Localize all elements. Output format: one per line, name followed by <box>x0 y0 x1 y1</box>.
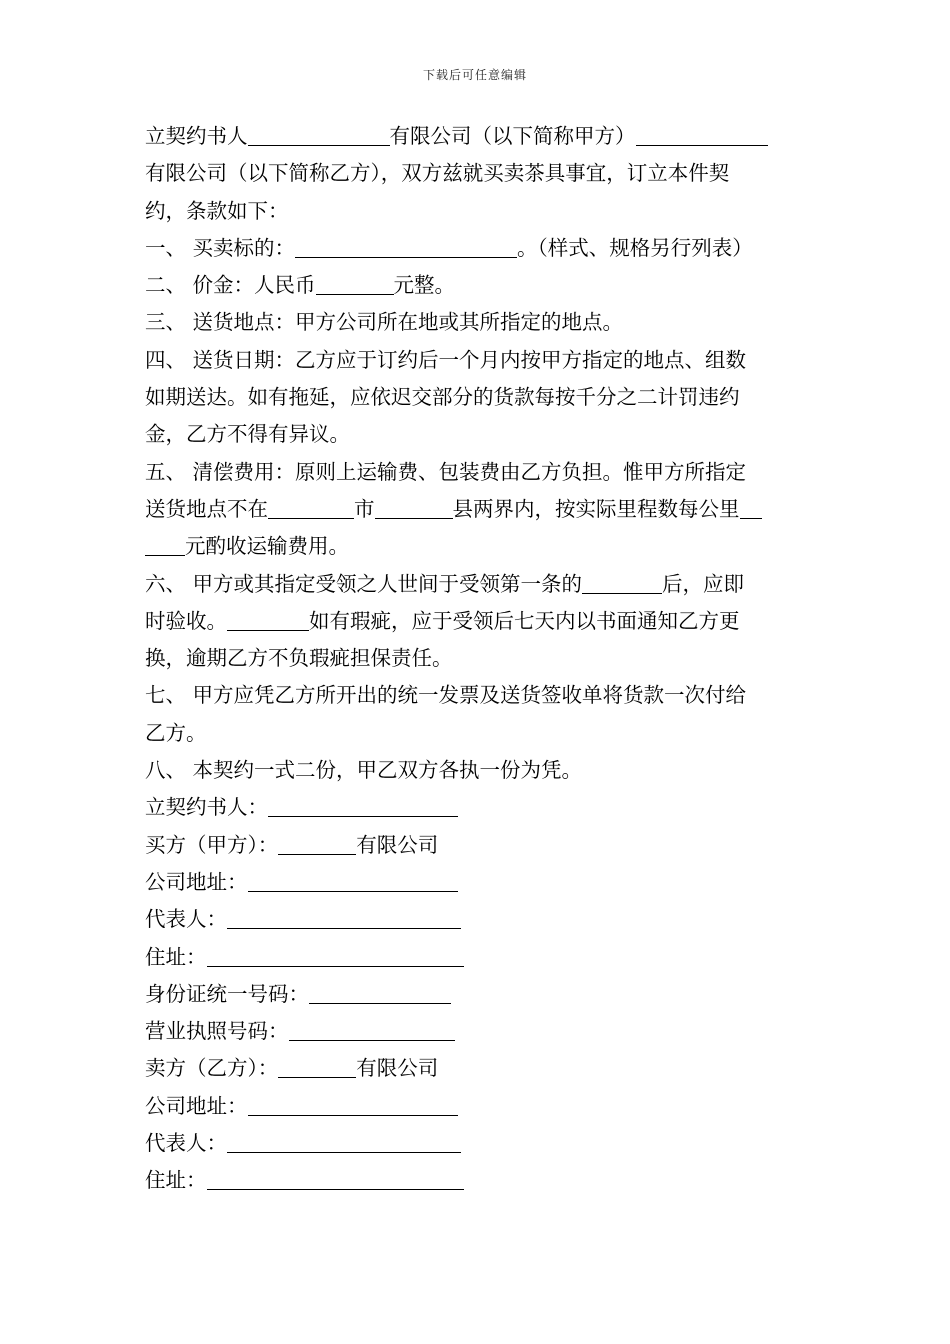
preamble-line-1 <box>145 118 810 155</box>
clause-text: 甲方应凭乙方所开出的统一发票及送货签收单将货款一次付给 <box>192 683 747 708</box>
city-blank[interactable] <box>268 496 354 519</box>
address-label: 公司地址： <box>145 1093 248 1118</box>
clause-text: 清偿费用：原则上运输费、包装费由乙方负担。惟甲方所指定 <box>192 459 747 484</box>
clause-text: 甲方或其指定受领之人世间于受领第一条的 <box>192 571 583 596</box>
inspection-blank[interactable] <box>227 608 309 631</box>
buyer-rep-row <box>145 901 810 938</box>
clause-text: 县两界内，按实际里程数每公里 <box>452 496 740 521</box>
buyer-company-blank[interactable] <box>278 832 356 855</box>
per-km-blank[interactable] <box>740 496 762 519</box>
clause-text: 价金：人民币 <box>192 273 316 298</box>
clause-text: 元酌收运输费用。 <box>185 534 349 559</box>
buyer-address-row <box>145 864 810 901</box>
county-blank[interactable] <box>375 496 453 519</box>
clause-text: 元整。 <box>393 273 456 298</box>
seller-residence-row <box>145 1162 810 1199</box>
preamble-text: 有限公司（以下简称甲方） <box>389 124 636 148</box>
residence-label: 住址： <box>145 944 207 969</box>
seller-company-blank[interactable] <box>278 1055 356 1078</box>
rep-label: 代表人： <box>145 907 227 932</box>
signer-label: 立契约书人： <box>145 795 268 820</box>
clause-number: 五、 <box>145 459 186 484</box>
clause-number: 三、 <box>145 310 186 335</box>
clause-number: 一、 <box>145 235 186 260</box>
clause-8 <box>145 752 810 789</box>
seller-rep-blank[interactable] <box>227 1130 461 1153</box>
preamble-text: 立契约书人 <box>145 124 248 148</box>
signer-blank[interactable] <box>268 794 458 817</box>
clause-6-line-3: 换，逾期乙方不负瑕疵担保责任。 <box>145 646 453 671</box>
clause-number: 六、 <box>145 571 186 596</box>
clause-7-line-2: 乙方。 <box>145 720 207 745</box>
buyer-residence-blank[interactable] <box>207 944 464 967</box>
clause-7-line-1 <box>145 677 810 714</box>
buyer-address-blank[interactable] <box>248 869 458 892</box>
clause-5-line-2 <box>145 491 810 528</box>
id-label: 身份证统一号码： <box>145 981 309 1006</box>
signer-row <box>145 789 810 826</box>
clause-6-line-2 <box>145 603 810 640</box>
seller-address-blank[interactable] <box>248 1093 458 1116</box>
clause-text: 市 <box>354 496 375 521</box>
clause-text: 送货地点不在 <box>145 496 268 521</box>
clause-4-line-1 <box>145 342 810 379</box>
clause-number: 二、 <box>145 273 186 298</box>
seller-rep-row <box>145 1125 810 1162</box>
clause-5-line-3 <box>145 528 810 565</box>
clause-text: 送货地点：甲方公司所在地或其所指定的地点。 <box>192 310 624 335</box>
seller-suffix: 有限公司 <box>356 1056 439 1081</box>
clause-3 <box>145 304 810 341</box>
clause-text: 买卖标的： <box>192 235 296 260</box>
clause-text: 本契约一式二份，甲乙双方各执一份为凭。 <box>192 758 583 783</box>
residence-label: 住址： <box>145 1168 207 1193</box>
clause-1 <box>145 230 810 267</box>
clause-text: 送货日期：乙方应于订约后一个月内按甲方指定的地点、组数 <box>192 347 747 372</box>
contract-body <box>145 118 810 1200</box>
page-header-note: 下载后可任意编辑 <box>422 68 527 82</box>
buyer-id-blank[interactable] <box>309 981 451 1004</box>
clause-2 <box>145 267 810 304</box>
buyer-residence-row <box>145 939 810 976</box>
subject-blank[interactable] <box>295 235 517 258</box>
clause-6-line-1 <box>145 566 810 603</box>
party-b-blank[interactable] <box>636 123 768 146</box>
clause-number: 七、 <box>145 683 186 708</box>
buyer-rep-blank[interactable] <box>227 906 461 929</box>
per-km-blank-cont[interactable] <box>145 533 185 556</box>
buyer-id-row <box>145 976 810 1013</box>
buyer-label: 买方（甲方）： <box>145 832 279 857</box>
seller-address-row <box>145 1088 810 1125</box>
clause-number: 八、 <box>145 758 186 783</box>
clause-text: 如有瑕疵，应于受领后七天内以书面通知乙方更 <box>309 608 740 633</box>
receipt-item-blank[interactable] <box>582 571 662 594</box>
clause-text: 时验收。 <box>145 608 227 633</box>
clause-number: 四、 <box>145 347 186 372</box>
preamble-line-2: 有限公司（以下简称乙方），双方兹就买卖茶具事宜，订立本件契 <box>145 161 730 186</box>
address-label: 公司地址： <box>145 869 248 894</box>
clause-text: 后，应即 <box>662 571 745 596</box>
clause-4-line-2: 如期送达。如有拖延，应依迟交部分的货款每按千分之二计罚违约 <box>145 385 740 410</box>
seller-label: 卖方（乙方）： <box>145 1056 279 1081</box>
buyer-license-row <box>145 1013 810 1050</box>
clause-5-line-1 <box>145 454 810 491</box>
license-label: 营业执照号码： <box>145 1019 289 1044</box>
clause-text: 。（样式、规格另行列表） <box>517 235 753 260</box>
seller-row <box>145 1050 810 1087</box>
buyer-license-blank[interactable] <box>289 1018 455 1041</box>
buyer-suffix: 有限公司 <box>356 832 439 857</box>
price-blank[interactable] <box>316 272 394 295</box>
party-a-blank[interactable] <box>248 123 390 146</box>
buyer-row <box>145 827 810 864</box>
seller-residence-blank[interactable] <box>207 1167 464 1190</box>
clause-4-line-3: 金，乙方不得有异议。 <box>145 422 350 447</box>
rep-label: 代表人： <box>145 1131 227 1156</box>
preamble-line-3: 约，条款如下： <box>145 198 289 223</box>
